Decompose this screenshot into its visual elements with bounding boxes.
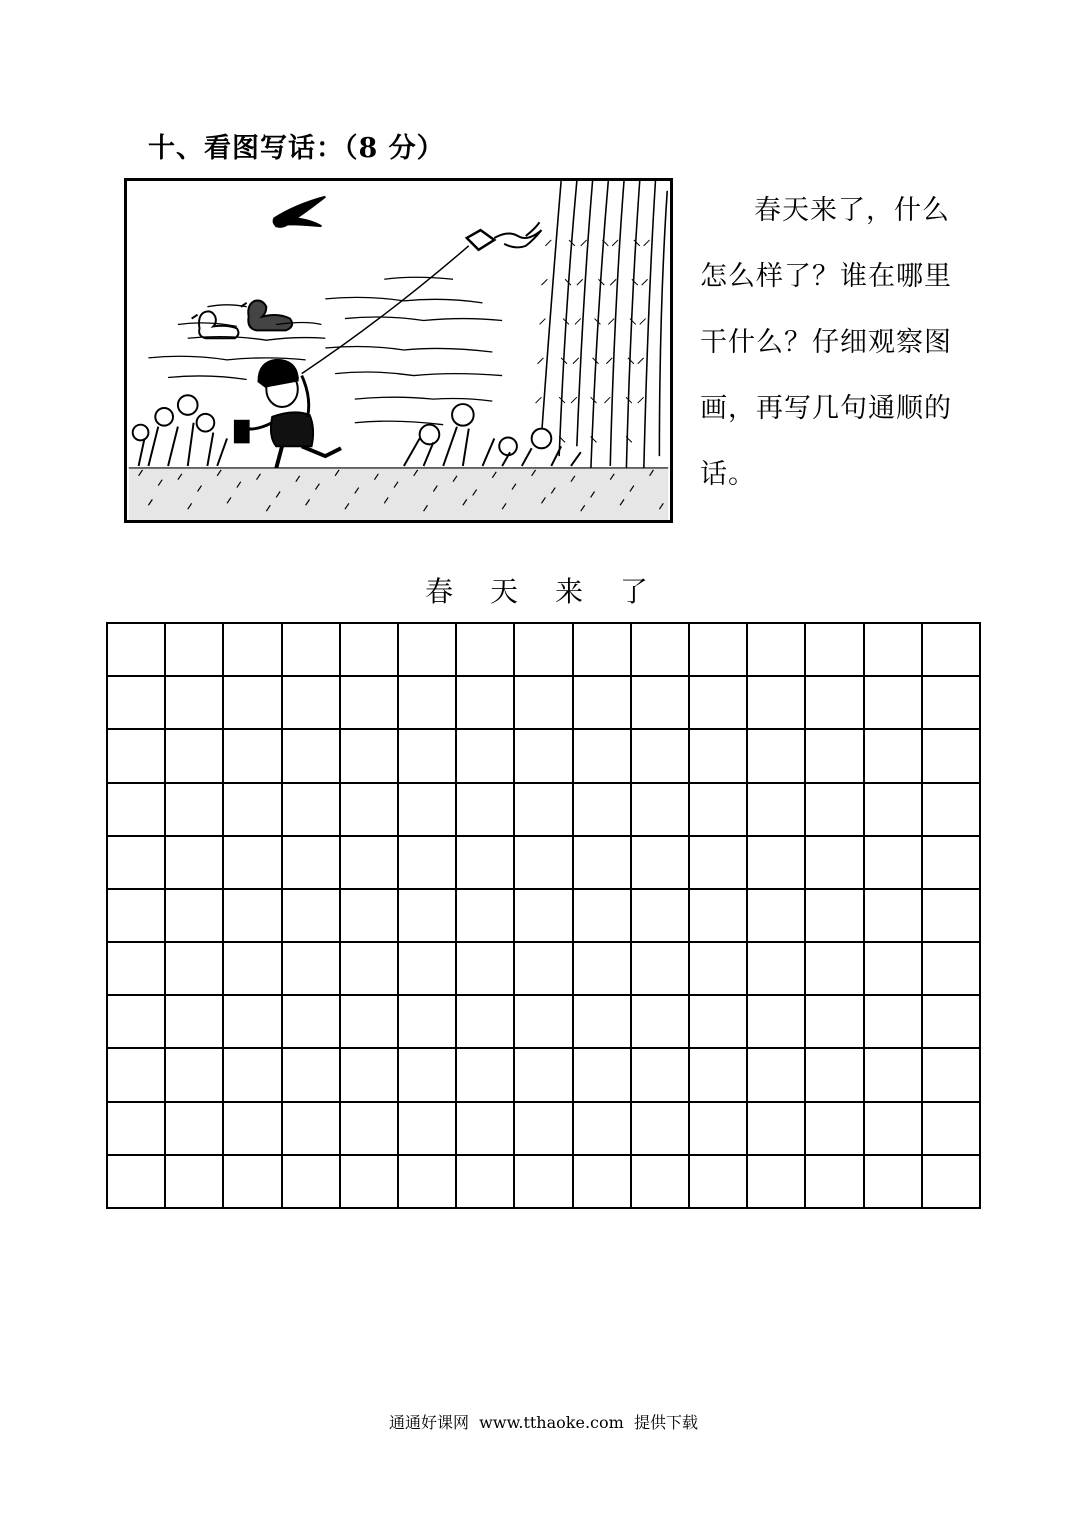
grid-cell[interactable] — [574, 624, 632, 677]
grid-cell[interactable] — [806, 1103, 864, 1156]
grid-cell[interactable] — [399, 837, 457, 890]
grid-cell[interactable] — [865, 677, 923, 730]
grid-cell[interactable] — [574, 784, 632, 837]
grid-cell[interactable] — [224, 677, 282, 730]
grid-cell[interactable] — [865, 943, 923, 996]
grid-cell[interactable] — [923, 784, 981, 837]
grid-cell[interactable] — [166, 996, 224, 1049]
grid-cell[interactable] — [806, 784, 864, 837]
grid-cell[interactable] — [108, 1103, 166, 1156]
grid-cell[interactable] — [399, 996, 457, 1049]
grid-cell[interactable] — [806, 996, 864, 1049]
grid-cell[interactable] — [224, 1103, 282, 1156]
flowers-icon — [404, 404, 581, 466]
grid-cell[interactable] — [515, 624, 573, 677]
question-heading: 十、看图写话：（8 分） — [148, 133, 445, 164]
grid-cell[interactable] — [865, 890, 923, 943]
grid-cell[interactable] — [341, 943, 399, 996]
grid-cell[interactable] — [515, 996, 573, 1049]
grid-cell[interactable] — [108, 1156, 166, 1209]
grid-cell[interactable] — [865, 996, 923, 1049]
grid-cell[interactable] — [923, 1156, 981, 1209]
grid-cell[interactable] — [108, 677, 166, 730]
grid-cell[interactable] — [748, 996, 806, 1049]
grid-cell[interactable] — [632, 996, 690, 1049]
grid-cell[interactable] — [748, 730, 806, 783]
grid-cell[interactable] — [399, 784, 457, 837]
grid-cell[interactable] — [166, 1103, 224, 1156]
grid-cell[interactable] — [806, 730, 864, 783]
grid-cell[interactable] — [632, 837, 690, 890]
grid-cell[interactable] — [341, 1103, 399, 1156]
grid-cell[interactable] — [690, 624, 748, 677]
grid-cell[interactable] — [283, 624, 341, 677]
grid-cell[interactable] — [574, 943, 632, 996]
grid-cell[interactable] — [341, 784, 399, 837]
grid-cell[interactable] — [108, 730, 166, 783]
grid-cell[interactable] — [748, 943, 806, 996]
grid-cell[interactable] — [806, 1049, 864, 1102]
grid-cell[interactable] — [865, 1156, 923, 1209]
grid-cell[interactable] — [457, 996, 515, 1049]
grid-cell[interactable] — [923, 1049, 981, 1102]
grid-cell[interactable] — [224, 730, 282, 783]
grid-cell[interactable] — [632, 677, 690, 730]
grid-cell[interactable] — [574, 1156, 632, 1209]
grid-cell[interactable] — [690, 1049, 748, 1102]
grid-cell[interactable] — [399, 1049, 457, 1102]
grid-cell[interactable] — [457, 677, 515, 730]
grid-cell[interactable] — [283, 784, 341, 837]
grid-cell[interactable] — [399, 677, 457, 730]
grid-cell[interactable] — [457, 730, 515, 783]
grid-cell[interactable] — [865, 1049, 923, 1102]
spring-kite-illustration — [124, 178, 673, 523]
grid-cell[interactable] — [515, 784, 573, 837]
grid-cell[interactable] — [690, 996, 748, 1049]
grid-cell[interactable] — [632, 1156, 690, 1209]
grid-cell[interactable] — [224, 624, 282, 677]
grid-cell[interactable] — [515, 943, 573, 996]
grid-cell[interactable] — [341, 1156, 399, 1209]
grid-cell[interactable] — [108, 996, 166, 1049]
grid-cell[interactable] — [515, 730, 573, 783]
flowers-icon — [133, 395, 227, 466]
essay-title: 春 天 来 了 — [425, 575, 662, 608]
grid-cell[interactable] — [399, 943, 457, 996]
grid-cell[interactable] — [574, 1049, 632, 1102]
grid-cell[interactable] — [108, 837, 166, 890]
grid-cell[interactable] — [224, 837, 282, 890]
duck-icon — [241, 300, 292, 330]
grid-cell[interactable] — [923, 677, 981, 730]
grid-cell[interactable] — [632, 730, 690, 783]
grid-cell[interactable] — [166, 943, 224, 996]
grid-cell[interactable] — [748, 1049, 806, 1102]
grid-cell[interactable] — [108, 1049, 166, 1102]
grid-cell[interactable] — [341, 890, 399, 943]
grid-cell[interactable] — [283, 730, 341, 783]
grid-cell[interactable] — [690, 730, 748, 783]
grid-cell[interactable] — [283, 943, 341, 996]
grid-cell[interactable] — [341, 730, 399, 783]
grid-cell[interactable] — [224, 1049, 282, 1102]
grid-cell[interactable] — [748, 837, 806, 890]
grid-cell[interactable] — [283, 677, 341, 730]
grid-cell[interactable] — [632, 943, 690, 996]
grid-cell[interactable] — [166, 624, 224, 677]
grid-cell[interactable] — [748, 784, 806, 837]
grid-cell[interactable] — [806, 1156, 864, 1209]
grid-cell[interactable] — [690, 1156, 748, 1209]
grid-cell[interactable] — [457, 1049, 515, 1102]
grid-cell[interactable] — [166, 730, 224, 783]
grid-cell[interactable] — [457, 890, 515, 943]
grid-cell[interactable] — [690, 677, 748, 730]
grid-cell[interactable] — [574, 837, 632, 890]
grid-cell[interactable] — [224, 996, 282, 1049]
grid-cell[interactable] — [923, 996, 981, 1049]
grid-cell[interactable] — [341, 677, 399, 730]
grid-cell[interactable] — [806, 837, 864, 890]
grid-cell[interactable] — [574, 996, 632, 1049]
grid-cell[interactable] — [923, 890, 981, 943]
grid-cell[interactable] — [166, 1156, 224, 1209]
grid-cell[interactable] — [574, 677, 632, 730]
grid-cell[interactable] — [806, 890, 864, 943]
grid-cell[interactable] — [224, 890, 282, 943]
grid-cell[interactable] — [224, 784, 282, 837]
grid-cell[interactable] — [632, 1049, 690, 1102]
grid-cell[interactable] — [690, 837, 748, 890]
grid-cell[interactable] — [690, 943, 748, 996]
grid-cell[interactable] — [574, 730, 632, 783]
grid-cell[interactable] — [748, 1156, 806, 1209]
grid-cell[interactable] — [341, 837, 399, 890]
grid-cell[interactable] — [341, 996, 399, 1049]
grid-cell[interactable] — [632, 1103, 690, 1156]
grid-cell[interactable] — [632, 624, 690, 677]
grid-cell[interactable] — [399, 730, 457, 783]
grid-cell[interactable] — [865, 837, 923, 890]
grid-cell[interactable] — [283, 1103, 341, 1156]
grid-cell[interactable] — [515, 1156, 573, 1209]
grid-cell[interactable] — [690, 890, 748, 943]
grid-cell[interactable] — [166, 784, 224, 837]
grid-cell[interactable] — [806, 943, 864, 996]
grid-cell[interactable] — [515, 890, 573, 943]
grid-cell[interactable] — [748, 624, 806, 677]
grid-cell[interactable] — [283, 890, 341, 943]
grid-cell[interactable] — [515, 1049, 573, 1102]
grid-cell[interactable] — [865, 730, 923, 783]
question-prompt: 春天来了，什么怎么样了？谁在哪里干什么？仔细观察图画，再写几句通顺的话。 — [700, 195, 952, 490]
grid-cell[interactable] — [399, 890, 457, 943]
grid-cell[interactable] — [748, 1103, 806, 1156]
grid-cell[interactable] — [457, 784, 515, 837]
grid-cell[interactable] — [283, 1156, 341, 1209]
grid-cell[interactable] — [341, 1049, 399, 1102]
grid-cell[interactable] — [399, 1103, 457, 1156]
grid-cell[interactable] — [515, 837, 573, 890]
grid-cell[interactable] — [515, 677, 573, 730]
grid-cell[interactable] — [283, 1049, 341, 1102]
grid-cell[interactable] — [806, 624, 864, 677]
grid-cell[interactable] — [632, 784, 690, 837]
grid-cell[interactable] — [923, 1103, 981, 1156]
grid-cell[interactable] — [748, 677, 806, 730]
grid-cell[interactable] — [923, 730, 981, 783]
grid-cell[interactable] — [166, 677, 224, 730]
grid-cell[interactable] — [923, 943, 981, 996]
grid-cell[interactable] — [457, 837, 515, 890]
grid-cell[interactable] — [457, 943, 515, 996]
grid-cell[interactable] — [457, 1156, 515, 1209]
grid-cell[interactable] — [108, 784, 166, 837]
grid-cell[interactable] — [399, 1156, 457, 1209]
grid-cell[interactable] — [806, 677, 864, 730]
grid-cell[interactable] — [690, 784, 748, 837]
grid-cell[interactable] — [923, 837, 981, 890]
grid-cell[interactable] — [574, 1103, 632, 1156]
grid-cell[interactable] — [515, 1103, 573, 1156]
grid-cell[interactable] — [923, 624, 981, 677]
grid-cell[interactable] — [283, 996, 341, 1049]
grid-cell[interactable] — [690, 1103, 748, 1156]
grid-cell[interactable] — [865, 1103, 923, 1156]
swallow-icon — [274, 197, 326, 227]
grid-cell[interactable] — [748, 890, 806, 943]
grid-cell[interactable] — [341, 624, 399, 677]
grid-cell[interactable] — [457, 624, 515, 677]
grid-cell[interactable] — [108, 943, 166, 996]
grid-cell[interactable] — [108, 890, 166, 943]
footer-source: 通通好课网 www.tthaoke.com 提供下载 — [389, 1413, 698, 1432]
willow-tree-icon — [536, 181, 668, 486]
grid-cell[interactable] — [399, 624, 457, 677]
grid-cell[interactable] — [166, 890, 224, 943]
grid-cell[interactable] — [166, 1049, 224, 1102]
kite-icon — [467, 222, 542, 250]
grid-cell[interactable] — [166, 837, 224, 890]
writing-grid[interactable] — [106, 622, 981, 1209]
grid-cell[interactable] — [632, 890, 690, 943]
grid-cell[interactable] — [457, 1103, 515, 1156]
grid-cell[interactable] — [224, 1156, 282, 1209]
grid-cell[interactable] — [283, 837, 341, 890]
grid-cell[interactable] — [108, 624, 166, 677]
grid-cell[interactable] — [865, 624, 923, 677]
grid-cell[interactable] — [574, 890, 632, 943]
grid-cell[interactable] — [865, 784, 923, 837]
grid-cell[interactable] — [224, 943, 282, 996]
